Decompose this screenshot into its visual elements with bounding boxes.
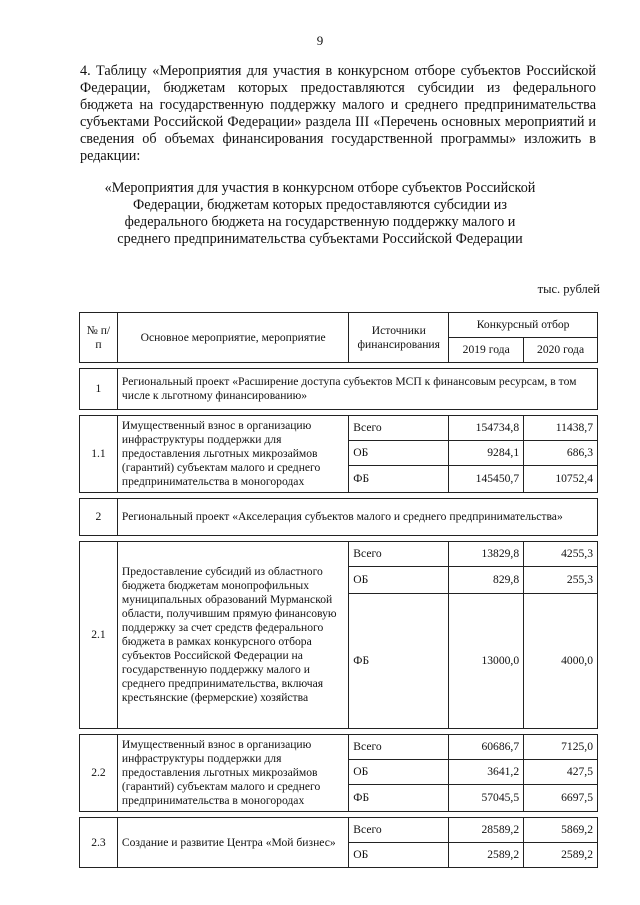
project-title: Региональный проект «Акселерация субъектов малого и среднего предпринимательства» bbox=[117, 499, 597, 536]
project-row-2 bbox=[80, 499, 598, 536]
table-row-2-3-total bbox=[80, 818, 598, 843]
row-number: 2 bbox=[80, 499, 118, 536]
project-title: Региональный проект «Расширение доступа субъектов МСП к финансовым ресурсам, в том числе к льготному финансированию» bbox=[117, 369, 597, 410]
source-cell: ОБ bbox=[349, 843, 449, 868]
value-2019: 57045,5 bbox=[449, 785, 524, 812]
table-row-2-2-total bbox=[80, 735, 598, 760]
value-2020: 2589,2 bbox=[524, 843, 598, 868]
units-label: тыс. рублей bbox=[537, 282, 600, 296]
source-cell: ОБ bbox=[349, 567, 449, 594]
source-cell: ОБ bbox=[349, 441, 449, 466]
source-cell: Всего bbox=[349, 818, 449, 843]
value-2019: 60686,7 bbox=[449, 735, 524, 760]
activity-description: Создание и развитие Центра «Мой бизнес» bbox=[117, 818, 348, 868]
value-2019: 2589,2 bbox=[449, 843, 524, 868]
value-2019: 9284,1 bbox=[449, 441, 524, 466]
value-2020: 686,3 bbox=[524, 441, 598, 466]
value-2020: 7125,0 bbox=[524, 735, 598, 760]
header-activity: Основное мероприятие, мероприятие bbox=[117, 313, 348, 363]
source-cell: Всего bbox=[349, 416, 449, 441]
intro-paragraph: 4. Таблицу «Мероприятия для участия в конкурсном отборе субъектов Российской Федерации, бюджетам которых предоставляются субсидии из федерального бюджета на государственную поддержку малого и среднего предпринимательства субъектами Российской Федерации» раздела III «Перечень основных мероприятий и сведения об объемах финансирования государственной программы» изложить в редакции: bbox=[80, 63, 596, 164]
value-2020: 4000,0 bbox=[524, 594, 598, 729]
table-row-1-1-total bbox=[80, 416, 598, 441]
value-2020: 255,3 bbox=[524, 567, 598, 594]
value-2019: 28589,2 bbox=[449, 818, 524, 843]
header-row bbox=[80, 313, 598, 338]
value-2020: 427,5 bbox=[524, 760, 598, 785]
source-cell: ОБ bbox=[349, 760, 449, 785]
value-2020: 10752,4 bbox=[524, 466, 598, 493]
activity-description: Имущественный взнос в организацию инфраструктуры поддержки для предоставления льготных микрозаймов (гарантий) субъектам малого и среднего предпринимательства в моногородах bbox=[117, 416, 348, 493]
activity-description: Имущественный взнос в организацию инфраструктуры поддержки для предоставления льготных микрозаймов (гарантий) субъектам малого и среднего предпринимательства в моногородах bbox=[117, 735, 348, 812]
table-heading: «Мероприятия для участия в конкурсном отборе субъектов Российской Федерации, бюджетам которых предоставляются субсидии из федерального бюджета на государственную поддержку малого и среднего предпринимательства субъектами Российской Федерации bbox=[104, 180, 536, 247]
project-row-1 bbox=[80, 369, 598, 410]
table-row-2-1-total bbox=[80, 542, 598, 567]
page-number: 9 bbox=[316, 33, 324, 48]
source-cell: ФБ bbox=[349, 785, 449, 812]
activity-description: Предоставление субсидий из областного бюджета бюджетам монопрофильных муниципальных образований Мурманской области, получившим прямую финансовую поддержку за счет средств федерального бюджета в рамках конкурсного отбора субъектов Российской Федерации на государственную поддержку малого и среднего предпринимательства, включая крестьянские (фермерские) хозяйства bbox=[117, 542, 348, 729]
value-2020: 4255,3 bbox=[524, 542, 598, 567]
row-number: 1 bbox=[80, 369, 118, 410]
value-2020: 11438,7 bbox=[524, 416, 598, 441]
value-2019: 154734,8 bbox=[449, 416, 524, 441]
row-number: 2.1 bbox=[80, 542, 118, 729]
source-cell: ФБ bbox=[349, 466, 449, 493]
value-2020: 5869,2 bbox=[524, 818, 598, 843]
source-cell: Всего bbox=[349, 542, 449, 567]
value-2019: 3641,2 bbox=[449, 760, 524, 785]
value-2019: 145450,7 bbox=[449, 466, 524, 493]
value-2019: 13829,8 bbox=[449, 542, 524, 567]
header-year-2020: 2020 года bbox=[524, 338, 598, 363]
row-number: 2.3 bbox=[80, 818, 118, 868]
value-2020: 6697,5 bbox=[524, 785, 598, 812]
value-2019: 13000,0 bbox=[449, 594, 524, 729]
source-cell: Всего bbox=[349, 735, 449, 760]
source-cell: ФБ bbox=[349, 594, 449, 729]
header-sources: Источники финансирования bbox=[349, 313, 449, 363]
header-competition: Конкурсный отбор bbox=[449, 313, 598, 338]
row-number: 1.1 bbox=[80, 416, 118, 493]
value-2019: 829,8 bbox=[449, 567, 524, 594]
row-number: 2.2 bbox=[80, 735, 118, 812]
activities-table bbox=[79, 312, 598, 868]
header-num: № п/п bbox=[80, 313, 118, 363]
header-year-2019: 2019 года bbox=[449, 338, 524, 363]
